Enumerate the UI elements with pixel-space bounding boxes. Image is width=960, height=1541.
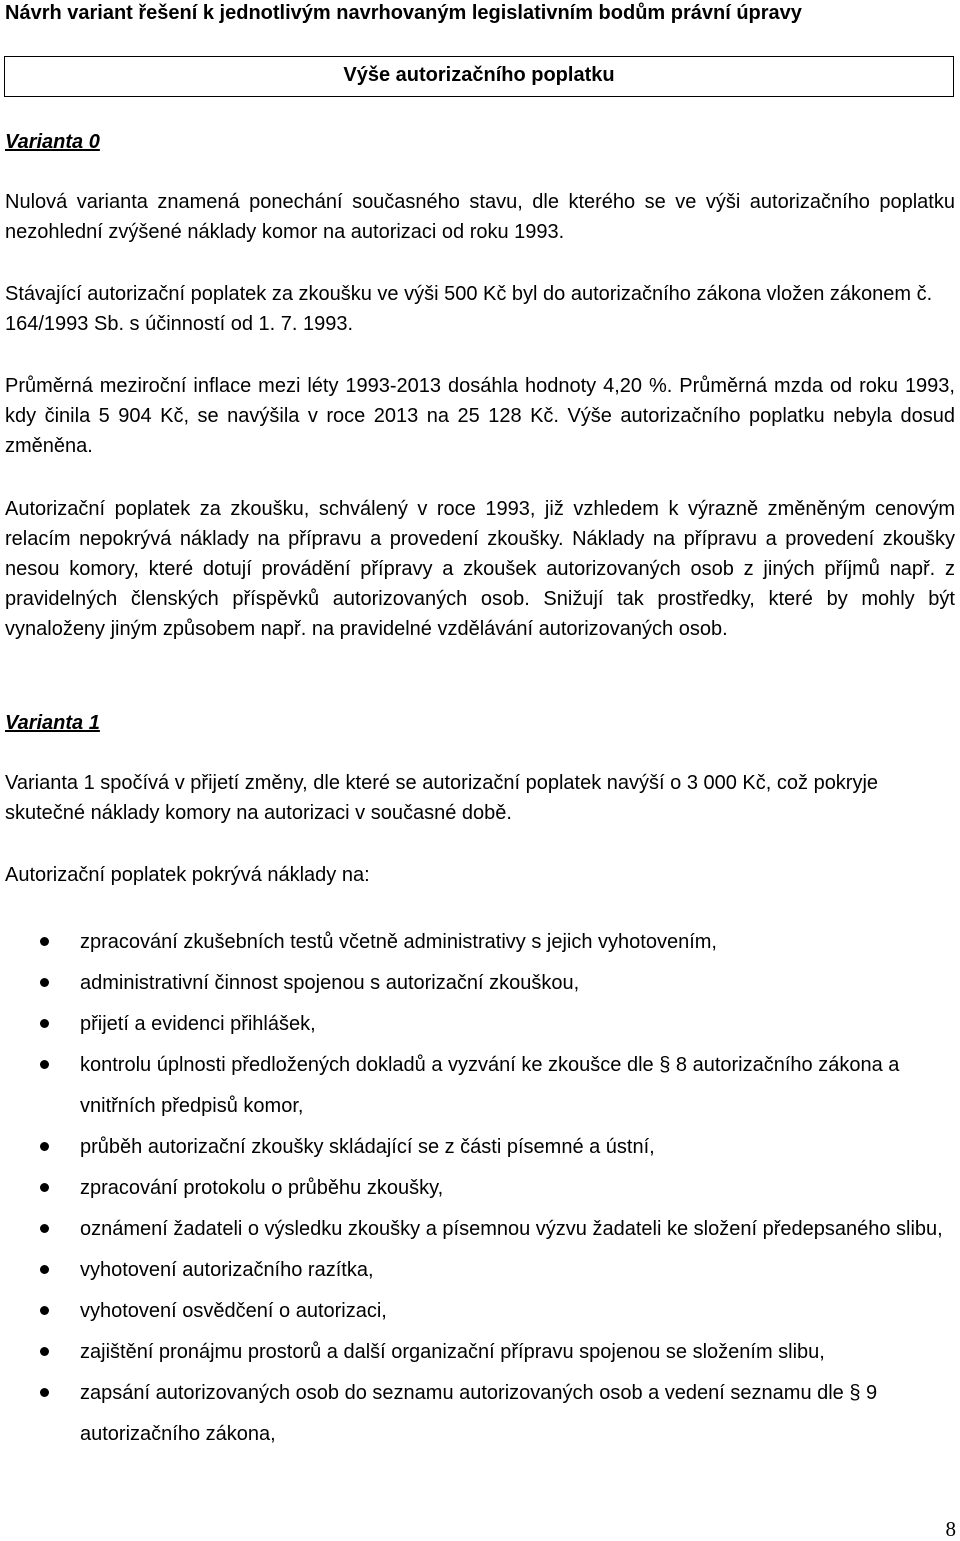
list-item-text: zpracování zkušebních testů včetně administrativy s jejich vyhotovením, bbox=[80, 931, 717, 953]
list-item-text: zajištění pronájmu prostorů a další organizační přípravu spojenou se složením slibu, bbox=[80, 1341, 825, 1363]
bullet-icon bbox=[40, 978, 49, 987]
variant-0-paragraph-1: Nulová varianta znamená ponechání současného stavu, dle kterého se ve výši autorizačního poplatku nezohlední zvýšené náklady komor na autorizaci od roku 1993. bbox=[5, 191, 955, 243]
list-item bbox=[0, 922, 955, 963]
list-item-text: vyhotovení osvědčení o autorizaci, bbox=[80, 1300, 387, 1322]
list-item-text: vyhotovení autorizačního razítka, bbox=[80, 1259, 374, 1281]
list-item bbox=[0, 1127, 955, 1168]
bullet-icon bbox=[40, 1019, 49, 1028]
section-title: Výše autorizačního poplatku bbox=[343, 64, 615, 86]
variant-0-paragraph-2: Stávající autorizační poplatek za zkoušku ve výši 500 Kč byl do autorizačního zákona vložen zákonem č. 164/1993 Sb. s účinností od 1. 7. 1993. bbox=[5, 283, 933, 335]
list-item bbox=[0, 1209, 955, 1250]
list-item bbox=[0, 1250, 955, 1291]
bullet-icon bbox=[40, 1224, 49, 1233]
list-item-text: kontrolu úplnosti předložených dokladů a vyzvání ke zkoušce dle § 8 autorizačního zákona a vnitřních předpisů komor, bbox=[80, 1054, 900, 1117]
variant-0-title: Varianta 0 bbox=[5, 131, 100, 153]
list-item bbox=[0, 1168, 955, 1209]
variant-1-paragraph-2: Autorizační poplatek pokrývá náklady na: bbox=[5, 864, 370, 886]
bullet-icon bbox=[40, 1142, 49, 1151]
variant-0-paragraph-4: Autorizační poplatek za zkoušku, schválený v roce 1993, již vzhledem k výrazně změněným cenovým relacím nepokrývá náklady na přípravu a provedení zkoušky. Náklady na přípravu a provedení zkoušky nesou komory, které dotují provádění přípravy a zkoušek autorizovaných osob z jiných příjmů např. z pravidelných členských příspěvků autorizovaných osob. Snižují tak prostředky, které by mohly být vynaloženy jiným způsobem např. na pravidelné vzdělávání autorizovaných osob. bbox=[5, 498, 955, 640]
section-title-box bbox=[4, 56, 954, 97]
variant-0-paragraph-3: Průměrná meziroční inflace mezi léty 1993-2013 dosáhla hodnoty 4,20 %. Průměrná mzda od roku 1993, kdy činila 5 904 Kč, se navýšila v roce 2013 na 25 128 Kč. Výše autorizačního poplatku nebyla dosud změněna. bbox=[5, 375, 955, 457]
list-item bbox=[0, 1004, 955, 1045]
document-heading: Návrh variant řešení k jednotlivým navrhovaným legislativním bodům právní úpravy bbox=[5, 2, 802, 24]
list-item bbox=[0, 1332, 955, 1373]
list-item-text: administrativní činnost spojenou s autorizační zkouškou, bbox=[80, 972, 580, 994]
list-item-text: zapsání autorizovaných osob do seznamu autorizovaných osob a vedení seznamu dle § 9 autorizačního zákona, bbox=[80, 1382, 878, 1445]
list-item-text: zpracování protokolu o průběhu zkoušky, bbox=[80, 1177, 444, 1199]
bullet-icon bbox=[40, 1388, 49, 1397]
fee-items-list bbox=[0, 922, 955, 1455]
bullet-icon bbox=[40, 1347, 49, 1356]
variant-1-title: Varianta 1 bbox=[5, 712, 100, 734]
bullet-icon bbox=[40, 1265, 49, 1274]
list-item-text: oznámení žadateli o výsledku zkoušky a písemnou výzvu žadateli ke složení předepsaného slibu, bbox=[80, 1218, 943, 1240]
page-number: 8 bbox=[945, 1517, 956, 1541]
bullet-icon bbox=[40, 937, 49, 946]
bullet-icon bbox=[40, 1183, 49, 1192]
list-item bbox=[0, 963, 955, 1004]
bullet-icon bbox=[40, 1060, 49, 1069]
list-item bbox=[0, 1045, 955, 1127]
list-item-text: přijetí a evidenci přihlášek, bbox=[80, 1013, 316, 1035]
list-item bbox=[0, 1291, 955, 1332]
variant-1-paragraph-1: Varianta 1 spočívá v přijetí změny, dle které se autorizační poplatek navýší o 3 000 Kč, což pokryje skutečné náklady komory na autorizaci v současné době. bbox=[5, 772, 879, 824]
list-item-text: průběh autorizační zkoušky skládající se z části písemné a ústní, bbox=[80, 1136, 655, 1158]
list-item bbox=[0, 1373, 955, 1455]
bullet-icon bbox=[40, 1306, 49, 1315]
